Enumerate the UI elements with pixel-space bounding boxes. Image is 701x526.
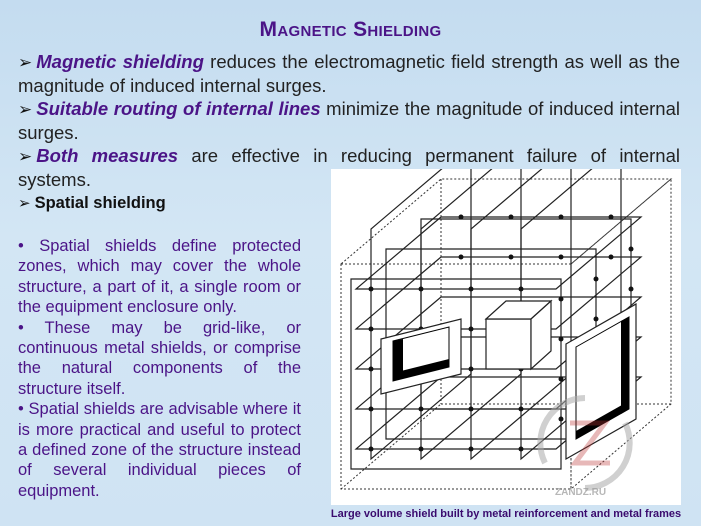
- bullet-2-text: minimize the magnitude of induced internal surges.: [18, 98, 680, 143]
- bullet-2: [18, 97, 680, 144]
- arrow-bullet-icon: ➢: [18, 100, 33, 119]
- shield-grid-drawing: [331, 169, 681, 505]
- bullet-1-emphasis: Magnetic shielding: [36, 51, 204, 72]
- point-1: • Spatial shields define protected zones, which may cover the whole structure, a part of it, a single room or the equipment enclosure only.: [18, 237, 301, 317]
- arrow-bullet-icon: ➢: [18, 147, 33, 166]
- subheading: [18, 194, 166, 213]
- arrow-bullet-icon: ➢: [18, 195, 31, 212]
- slide-title: Magnetic Shielding: [259, 18, 442, 41]
- bullet-3-emphasis: Both measures: [36, 145, 179, 166]
- subheading-text: Spatial shielding: [34, 194, 166, 212]
- shield-diagram: [331, 169, 681, 505]
- point-2: • These may be grid-like, or continuous metal shields, or comprise the natural components of the structure itself.: [18, 318, 301, 398]
- bullet-1: [18, 50, 680, 97]
- bullet-2-emphasis: Suitable routing of internal lines: [36, 98, 321, 119]
- figure-caption: Large volume shield built by metal reinforcement and metal frames: [330, 508, 682, 520]
- point-list: [18, 236, 301, 501]
- point-3: • Spatial shields are advisable where it is more practical and useful to protect a defined zone of the structure instead of several individual pieces of equipment.: [18, 400, 301, 500]
- watermark-text: ZANDZ.RU: [555, 487, 607, 498]
- bullet-1-text: reduces the electromagnetic field strength as well as the magnitude of induced internal surges.: [18, 51, 680, 96]
- bullet-3-text: are effective in reducing permanent failure of internal systems.: [18, 145, 680, 190]
- arrow-bullet-icon: ➢: [18, 53, 33, 72]
